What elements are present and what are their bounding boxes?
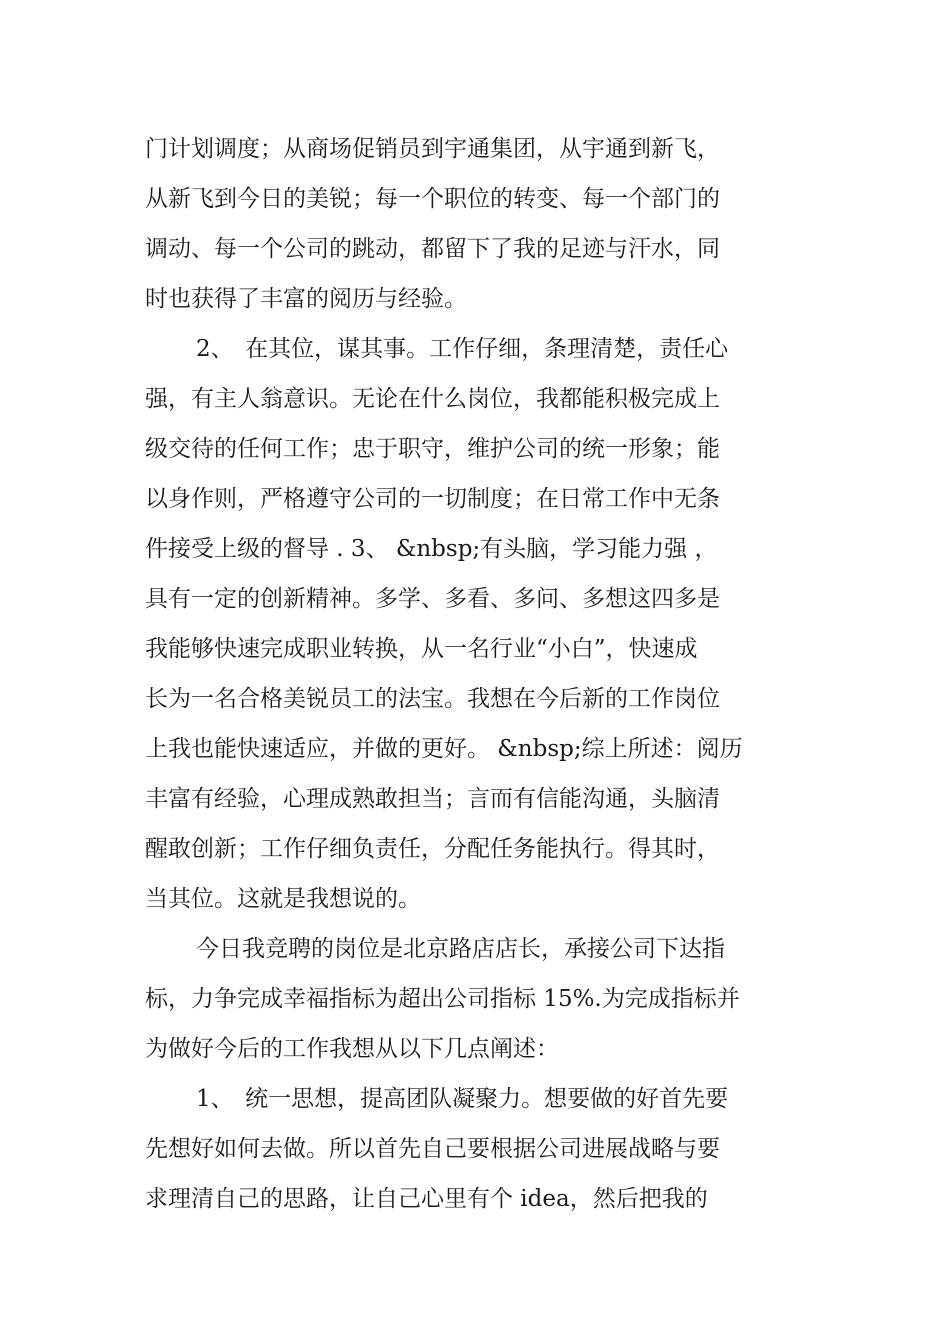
text-line: 2、 在其位，谋其事。工作仔细，条理清楚，责任心 — [196, 336, 729, 362]
text-line: 1、 统一思想，提高团队凝聚力。想要做的好首先要 — [196, 1086, 729, 1112]
text-line: 级交待的任何工作；忠于职守，维护公司的统一形象；能 — [145, 436, 720, 462]
text-line: 今日我竞聘的岗位是北京路店店长，承接公司下达指 — [196, 936, 725, 962]
text-line: 我能够快速完成职业转换，从一名行业“小白”，快速成 — [145, 636, 698, 662]
text-line: 从新飞到今日的美锐；每一个职位的转变、每一个部门的 — [145, 186, 720, 212]
text-line: 丰富有经验，心理成熟敢担当；言而有信能沟通，头脑清 — [145, 786, 720, 812]
text-line: 求理清自己的思路，让自己心里有个 idea，然后把我的 — [145, 1186, 708, 1212]
text-line: 先想好如何去做。所以首先自己要根据公司进展战略与要 — [145, 1136, 720, 1162]
text-line: 长为一名合格美锐员工的法宝。我想在今后新的工作岗位 — [145, 686, 720, 712]
text-line: 为做好今后的工作我想从以下几点阐述： — [145, 1036, 559, 1062]
text-line: 具有一定的创新精神。多学、多看、多问、多想这四多是 — [145, 586, 720, 612]
text-line: 调动、每一个公司的跳动，都留下了我的足迹与汗水，同 — [145, 236, 720, 262]
text-line: 强，有主人翁意识。无论在什么岗位，我都能积极完成上 — [145, 386, 720, 412]
text-line: 醒敢创新；工作仔细负责任，分配任务能执行。得其时， — [145, 836, 720, 862]
text-line: 当其位。这就是我想说的。 — [145, 886, 421, 912]
text-line: 以身作则，严格遵守公司的一切制度；在日常工作中无条 — [145, 486, 720, 512]
text-line: 门计划调度；从商场促销员到宇通集团，从宇通到新飞， — [145, 136, 720, 162]
text-line: 件接受上级的督导 . 3、 &nbsp;有头脑，学习能力强 ， — [145, 536, 718, 562]
text-line: 上我也能快速适应，并做的更好。 &nbsp;综上所述：阅历 — [145, 736, 743, 762]
text-line: 时也获得了丰富的阅历与经验。 — [145, 286, 467, 312]
text-line: 标，力争完成幸福指标为超出公司指标 15%.为完成指标并 — [145, 986, 740, 1012]
